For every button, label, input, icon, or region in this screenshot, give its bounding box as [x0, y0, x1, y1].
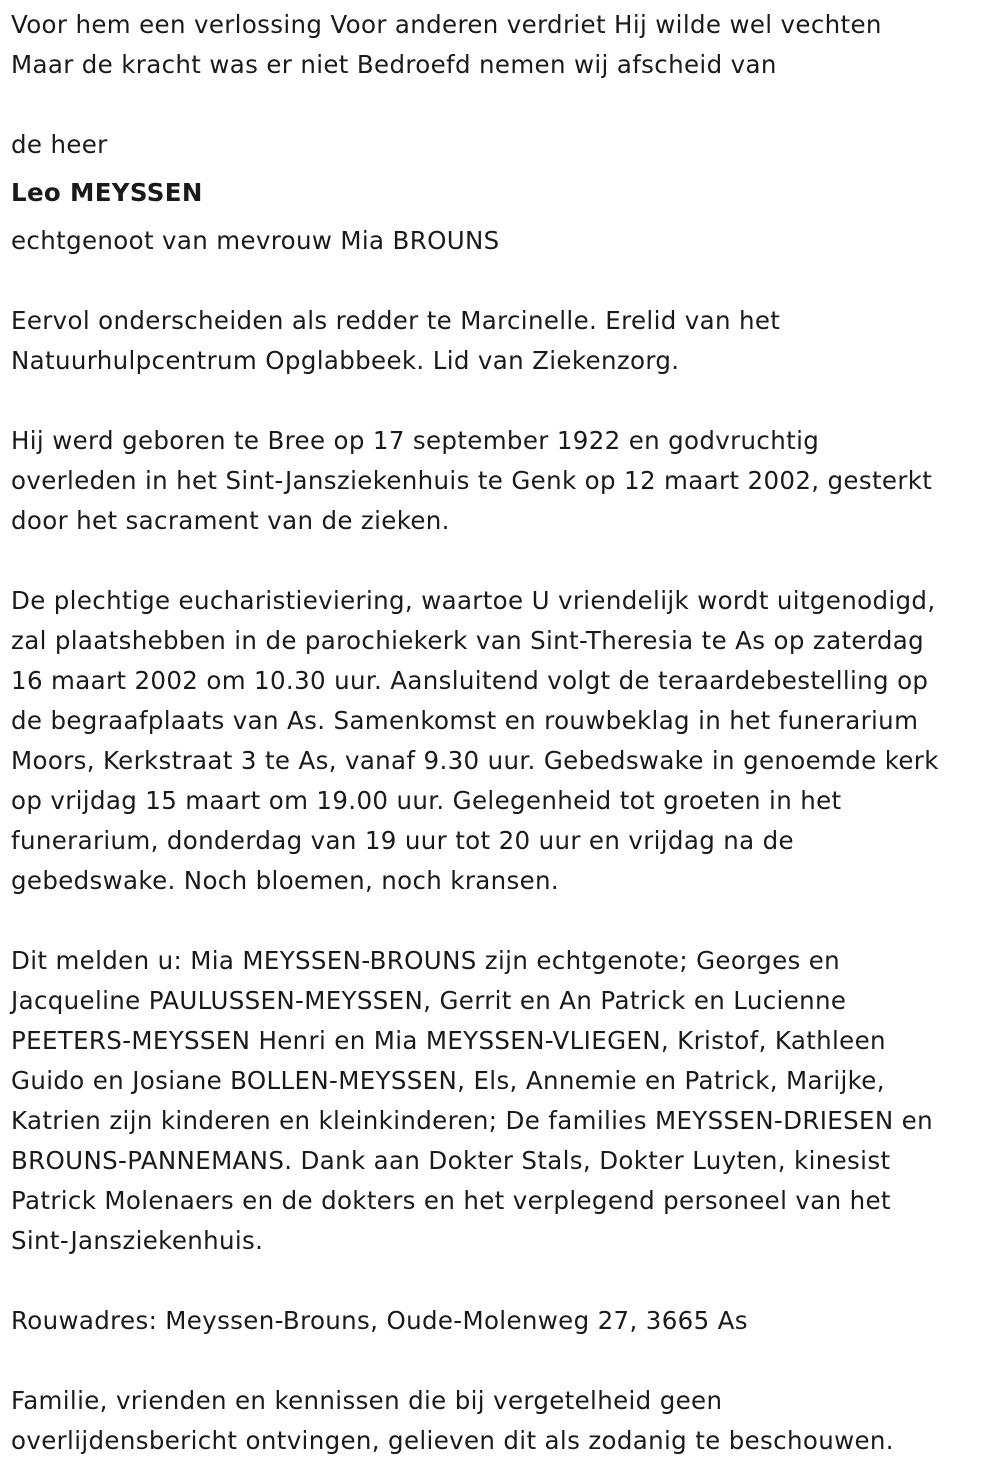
ceremony-line: zal plaatshebben in de parochiekerk van Sint-Theresia te As op zaterdag	[11, 626, 924, 655]
ceremony-line: op vrijdag 15 maart om 19.00 uur. Gelegenheid tot groeten in het	[11, 786, 842, 815]
spouse-line: echtgenoot van mevrouw Mia BROUNS	[11, 226, 500, 255]
birth-death-line: door het sacrament van de zieken.	[11, 506, 450, 535]
announcement-line: PEETERS-MEYSSEN Henri en Mia MEYSSEN-VLIEGEN, Kristof, Kathleen	[11, 1026, 886, 1055]
deceased-name: Leo MEYSSEN	[11, 178, 203, 207]
announcement-line: Jacqueline PAULUSSEN-MEYSSEN, Gerrit en An Patrick en Lucienne	[11, 986, 847, 1015]
motto-paragraph	[11, 5, 990, 85]
closing-line: overlijdensbericht ontvingen, gelieven dit als zodanig te beschouwen.	[11, 1426, 894, 1455]
mourning-address: Rouwadres: Meyssen-Brouns, Oude-Molenweg 27, 3665 As	[11, 1306, 748, 1335]
honors-line: Natuurhulpcentrum Opglabbeek. Lid van Ziekenzorg.	[11, 346, 680, 375]
ceremony-line: Moors, Kerkstraat 3 te As, vanaf 9.30 uur. Gebedswake in genoemde kerk	[11, 746, 939, 775]
honors-paragraph	[11, 301, 990, 381]
ceremony-line: funerarium, donderdag van 19 uur tot 20 uur en vrijdag na de	[11, 826, 794, 855]
ceremony-line: de begraafplaats van As. Samenkomst en rouwbeklag in het funerarium	[11, 706, 919, 735]
closing-paragraph	[11, 1381, 990, 1461]
ceremony-line: 16 maart 2002 om 10.30 uur. Aansluitend volgt de teraardebestelling op	[11, 666, 929, 695]
announcement-paragraph	[11, 941, 990, 1261]
birth-death-paragraph	[11, 421, 990, 541]
honorific-title: de heer	[11, 130, 108, 159]
announcement-line: Katrien zijn kinderen en kleinkinderen; De families MEYSSEN-DRIESEN en	[11, 1106, 933, 1135]
announcement-line: Patrick Molenaers en de dokters en het verplegend personeel van het	[11, 1186, 891, 1215]
birth-death-line: Hij werd geboren te Bree op 17 september 1922 en godvruchtig	[11, 426, 820, 455]
announcement-line: Dit melden u: Mia MEYSSEN-BROUNS zijn echtgenote; Georges en	[11, 946, 841, 975]
announcement-line: Sint-Jansziekenhuis.	[11, 1226, 264, 1255]
ceremony-paragraph	[11, 581, 990, 901]
announcement-line: BROUNS-PANNEMANS. Dank aan Dokter Stals, Dokter Luyten, kinesist	[11, 1146, 891, 1175]
motto-line: Voor hem een verlossing Voor anderen verdriet Hij wilde wel vechten	[11, 10, 882, 39]
ceremony-line: De plechtige eucharistieviering, waartoe U vriendelijk wordt uitgenodigd,	[11, 586, 936, 615]
motto-line: Maar de kracht was er niet Bedroefd nemen wij afscheid van	[11, 50, 777, 79]
ceremony-line: gebedswake. Noch bloemen, noch kransen.	[11, 866, 560, 895]
closing-line: Familie, vrienden en kennissen die bij vergetelheid geen	[11, 1386, 723, 1415]
announcement-line: Guido en Josiane BOLLEN-MEYSSEN, Els, Annemie en Patrick, Marijke,	[11, 1066, 885, 1095]
honors-line: Eervol onderscheiden als redder te Marcinelle. Erelid van het	[11, 306, 781, 335]
birth-death-line: overleden in het Sint-Jansziekenhuis te Genk op 12 maart 2002, gesterkt	[11, 466, 933, 495]
